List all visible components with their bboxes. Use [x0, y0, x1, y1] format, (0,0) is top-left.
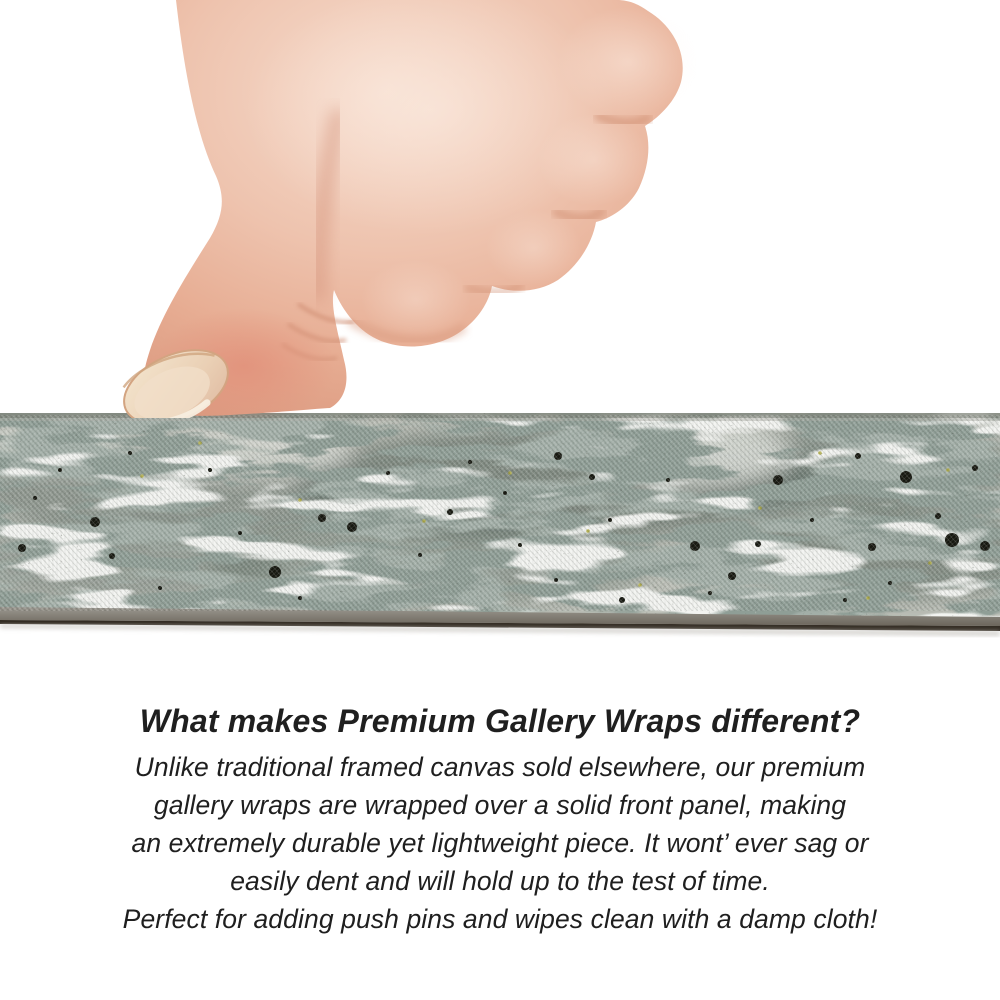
- knuckle-highlight-2: [538, 114, 650, 206]
- copy-block: [0, 701, 1000, 938]
- hand-photo: [0, 0, 1000, 418]
- knuckle-highlight-1: [558, 7, 698, 117]
- headline: What makes Premium Gallery Wraps different?: [139, 703, 861, 739]
- knuckle-highlight-3: [486, 210, 582, 286]
- canvas-weave-texture: [0, 415, 1000, 611]
- finger-gap-3: [468, 286, 520, 292]
- canvas-panel-photo: [0, 413, 1000, 639]
- body-line-4: easily dent and will hold up to the test of time.: [230, 866, 770, 896]
- body-line-5: Perfect for adding push pins and wipes clean with a damp cloth!: [122, 904, 878, 934]
- body-line-1: Unlike traditional framed canvas sold elsewhere, our premium: [134, 752, 866, 782]
- body-line-2: gallery wraps are wrapped over a solid front panel, making: [153, 790, 847, 820]
- body-line-3: an extremely durable yet lightweight piece. It wont’ ever sag or: [131, 828, 869, 858]
